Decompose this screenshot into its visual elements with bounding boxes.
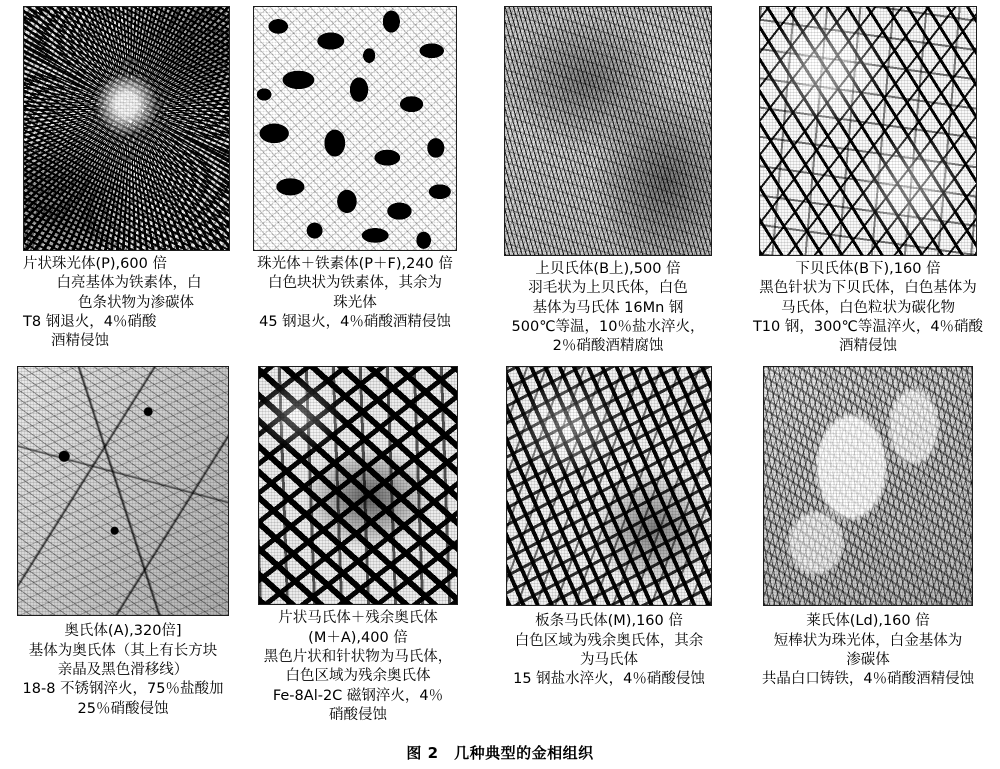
caption-h-title: 莱氏体(Ld),160 倍 [806,613,930,630]
caption-g-title: 板条马氏体(M),160 倍 [535,613,683,630]
caption-b-line-3: 45 钢退火，4％硝酸酒精侵蚀 [259,313,451,330]
caption-a-title: 片状珠光体(P),600 倍 [23,256,167,272]
texture-grain [764,367,972,605]
caption-g [488,612,730,689]
caption-c-line-1: 羽毛状为上贝氏体，白色 [528,280,688,297]
panel-a [0,6,232,356]
micrograph-row-1 [0,0,1000,356]
caption-a-line-3: T8 钢退火，4％硝酸 [23,313,157,330]
micrograph-image-b [253,6,457,251]
panel-e [0,366,232,725]
micrograph-image-h [763,366,973,606]
caption-e-line-2: 亲晶及黑色滑移线） [57,661,189,678]
caption-e-line-4: 25％硝酸侵蚀 [77,700,169,717]
caption-d-line-3: T10 钢，300℃等温淬火，4％硝酸 [752,318,984,335]
panel-g [478,366,730,725]
caption-b-title: 珠光体＋铁素体(P＋F),240 倍 [257,256,453,272]
caption-h-line-3: 共晶白口铸铁，4％硝酸酒精侵蚀 [761,671,975,688]
panel-h [730,366,1000,725]
caption-c-line-2: 基体为马氏体 16Mn 钢 [532,299,684,316]
caption-d-line-1: 黑色针状为下贝氏体，白色基体为 [759,280,977,297]
caption-e-title: 奥氏体(A),320倍] [64,623,182,640]
panel-c [478,6,730,356]
caption-h-line-2: 渗碳体 [846,651,890,668]
caption-g-line-2: 为马氏体 [580,651,638,668]
caption-f-line-1: 黑色片状和针状物为马氏体， [263,648,453,665]
caption-c-line-3: 500℃等温，10％盐水淬火， [511,318,705,335]
caption-h-line-1: 短棒状为珠光体，白金基体为 [773,632,963,649]
micrograph-row-2 [0,356,1000,725]
texture-grain [760,7,976,255]
texture-grain [24,7,229,250]
caption-f-line-3: Fe-8Al-2C 磁钢淬火，4％ [272,687,444,704]
caption-b [232,255,478,332]
caption-f [238,609,478,725]
caption-c-line-4: 2％硝酸酒精腐蚀 [552,338,664,355]
micrograph-image-g [506,366,712,606]
texture-grain [507,367,711,605]
caption-f-title-2: (M＋A),400 倍 [308,629,408,646]
caption-e [14,622,232,718]
caption-e-line-1: 基体为奥氏体（其上有长方块 [28,642,218,659]
caption-h [736,612,1000,689]
caption-f-line-2: 白色区域为残余奥氏体 [285,668,431,685]
texture-grain [505,7,711,255]
caption-a-line-4: 酒精侵蚀 [51,333,109,350]
panel-d [730,6,1000,356]
figure-caption: 图 2 几种典型的金相组织 [406,744,594,762]
texture-grain [254,7,456,250]
caption-f-line-4: 硝酸侵蚀 [329,706,387,723]
texture-grain [259,367,457,604]
caption-b-line-2: 珠光体 [333,294,377,311]
micrograph-image-a [23,6,230,251]
caption-d-line-2: 马氏体，白色粒状为碳化物 [781,299,955,316]
caption-g-line-3: 15 钢盐水淬火，4％硝酸侵蚀 [513,671,705,688]
caption-g-line-1: 白色区域为残余奥氏体，其余 [514,632,704,649]
caption-a [17,255,235,351]
micrograph-image-e [17,366,229,616]
panel-b [232,6,478,356]
caption-d-line-4: 酒精侵蚀 [839,338,897,355]
micrograph-image-f [258,366,458,605]
caption-c [486,260,730,356]
caption-d-title: 下贝氏体(B下),160 倍 [795,261,941,277]
caption-a-line-2: 色条状物为渗碳体 [78,294,194,311]
micrograph-image-c [504,6,712,256]
panel-f [232,366,478,725]
caption-b-line-1: 白色块状为铁素体，其余为 [268,275,442,292]
caption-e-line-3: 18-8 不锈钢淬火，75％盐酸加 [22,681,224,698]
caption-c-title: 上贝氏体(B上),500 倍 [535,261,681,277]
caption-a-line-1: 白亮基体为铁素体，白 [56,275,202,292]
texture-grain [18,367,228,615]
caption-d [736,260,1000,356]
micrograph-image-d [759,6,977,256]
caption-f-title: 片状马氏体＋残余奥氏体 [278,610,438,627]
